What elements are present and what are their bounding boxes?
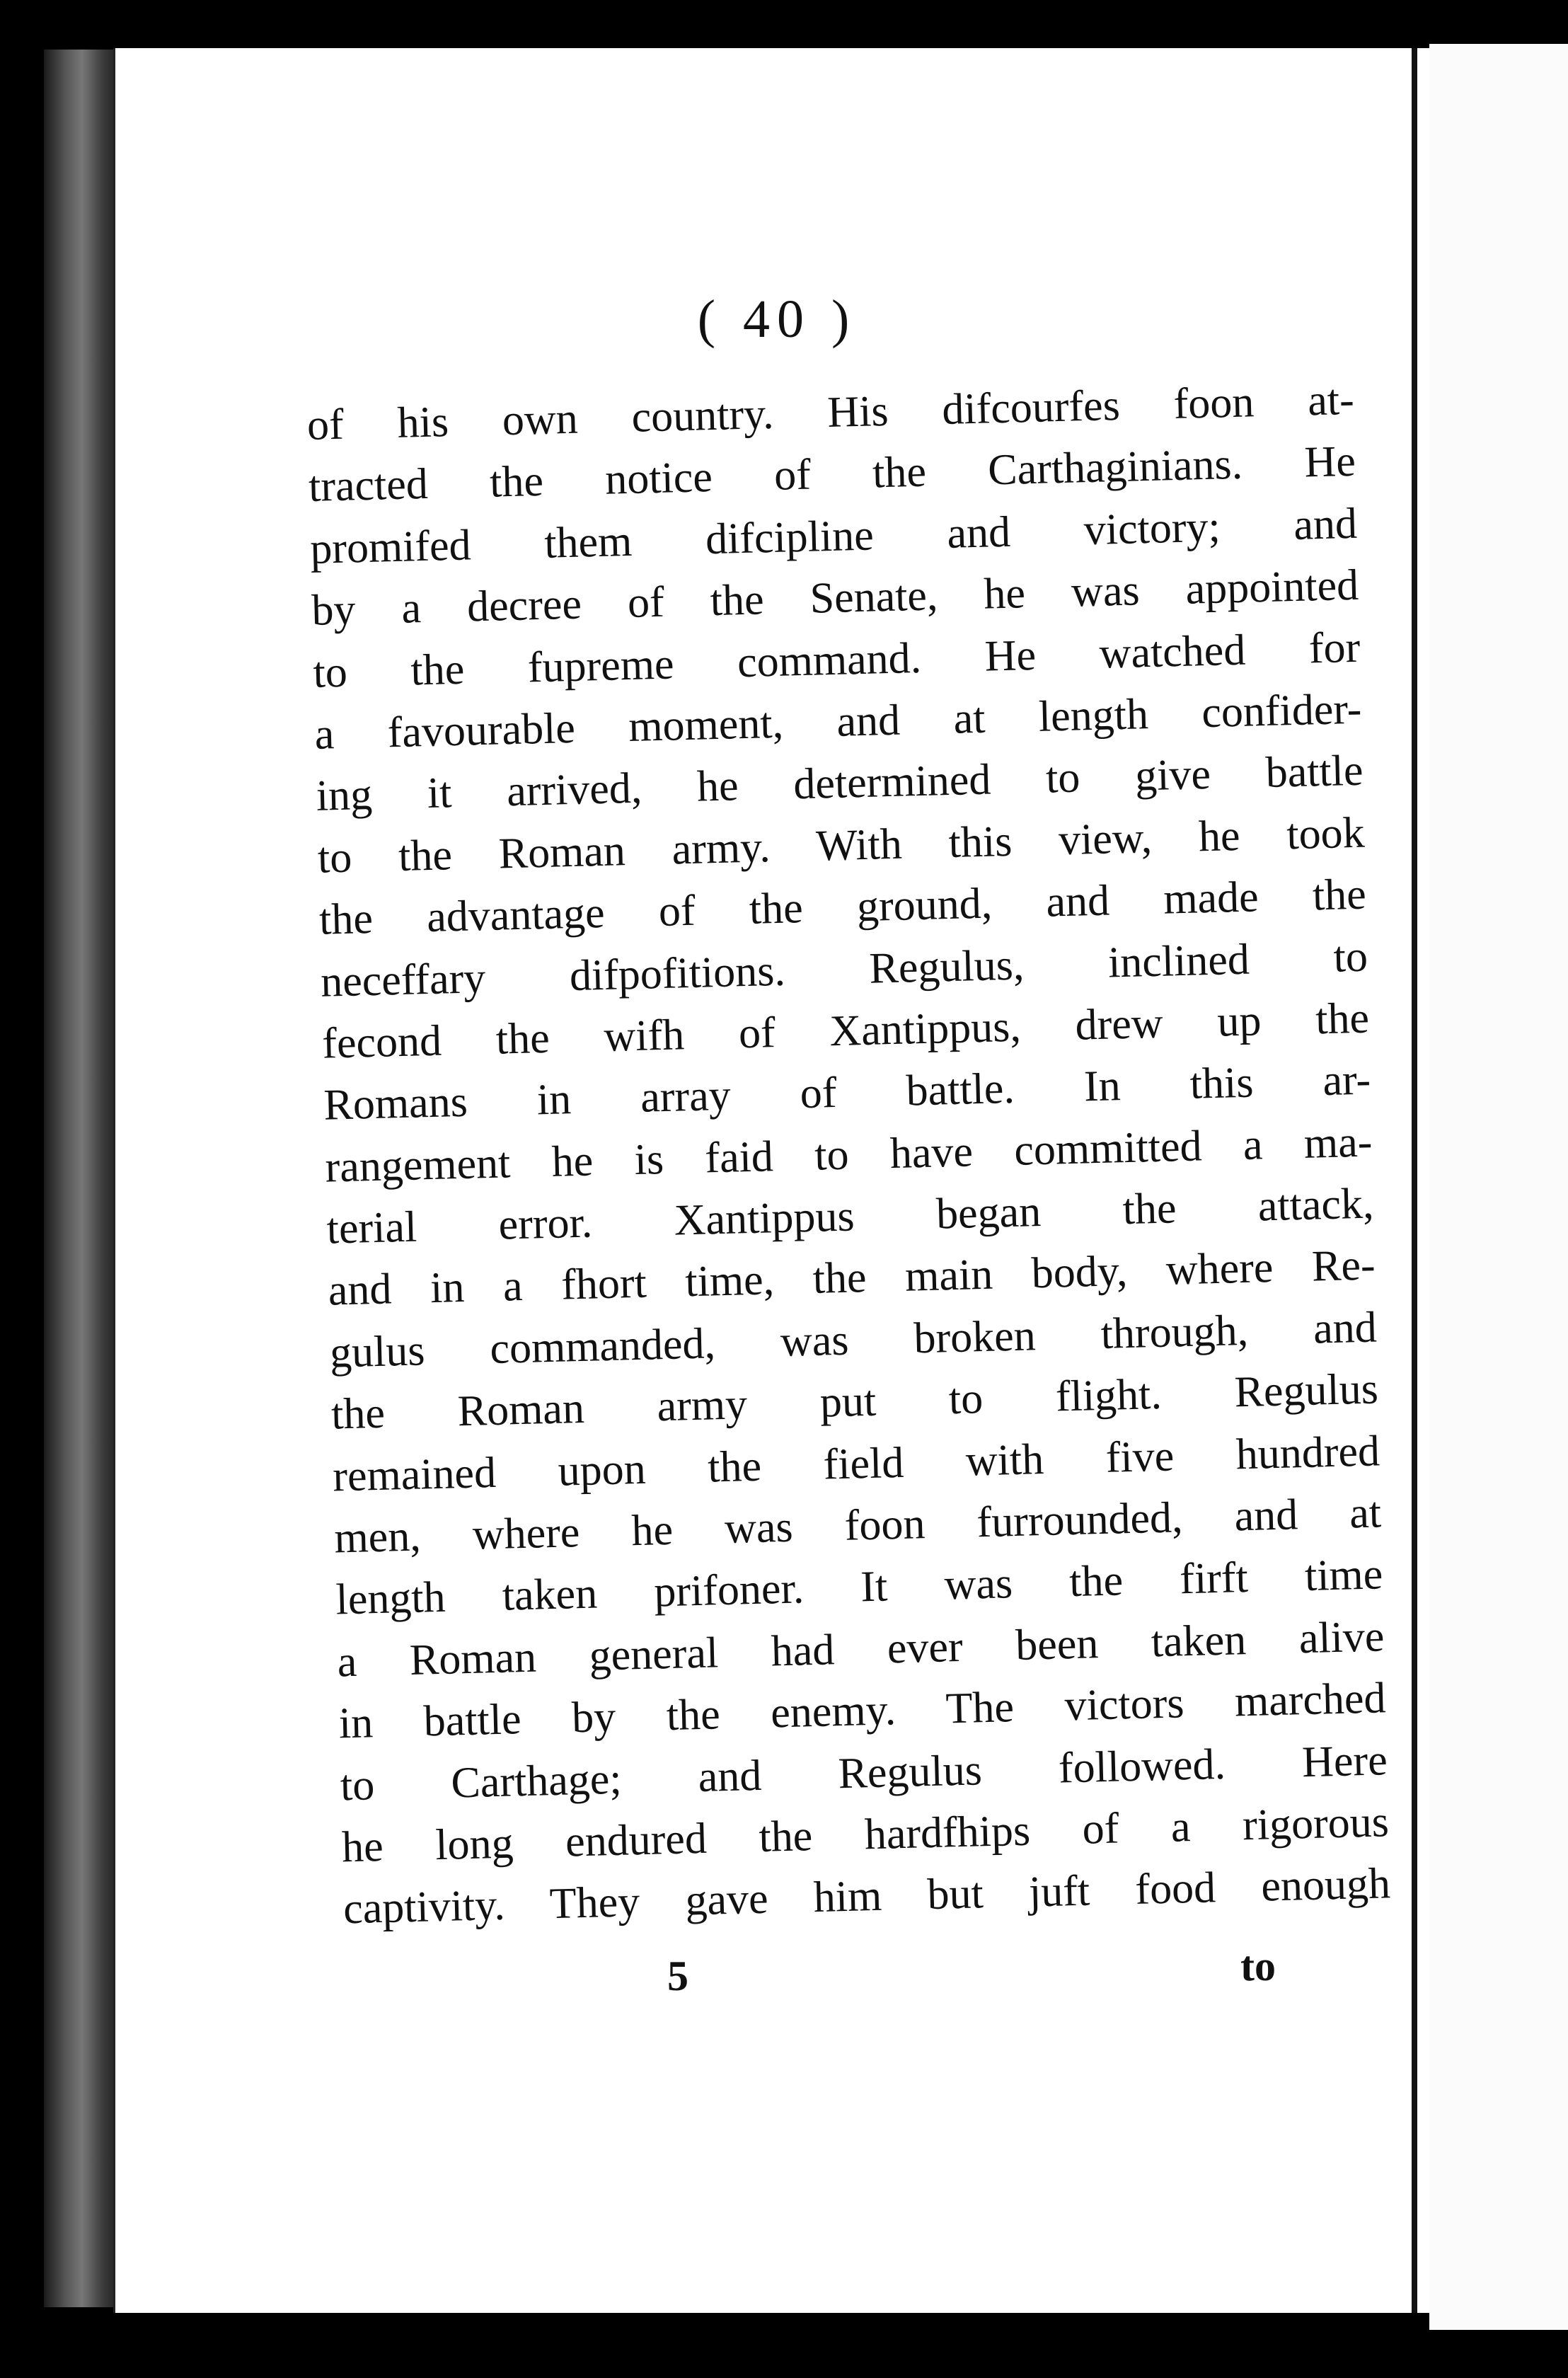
text-line: the Roman army put to flight. Regulus — [330, 1365, 1379, 1439]
page-number-header: ( 40 ) — [697, 289, 857, 349]
text-line: a Roman general had ever been taken alive — [336, 1612, 1385, 1687]
text-line: promifed them difcipline and victory; and — [309, 499, 1358, 573]
text-line: ing it arrived, he determined to give battle — [316, 747, 1364, 821]
text-line: fecond the wifh of Xantippus, drew up the — [321, 994, 1370, 1068]
adjacent-leaf — [1429, 44, 1568, 2330]
catchword: to — [1240, 1943, 1276, 1989]
book-page — [113, 48, 1439, 2313]
text-line: Romans in array of battle. In this ar- — [323, 1055, 1371, 1130]
text-line: by a decree of the Senate, he was appointed — [311, 561, 1359, 636]
text-line: remained upon the field with five hundred — [332, 1427, 1380, 1501]
text-line: neceffary difpofitions. Regulus, inclined to — [320, 932, 1368, 1006]
text-line: of his own country. His difcourfes foon at- — [306, 375, 1355, 449]
text-line: he long endured the hardfhips of a rigorous — [341, 1798, 1390, 1872]
text-line: men, where he was foon furrounded, and at — [333, 1488, 1382, 1563]
signature-mark: 5 — [667, 1953, 688, 1999]
text-line: length taken prifoner. It was the firft time — [335, 1550, 1384, 1624]
text-line: to Carthage; and Regulus followed. Here — [340, 1735, 1388, 1810]
text-line: to the fupreme command. He watched for — [312, 623, 1361, 697]
text-line: to the Roman army. With this view, he took — [317, 808, 1366, 883]
body-text — [306, 369, 1391, 1941]
text-line: a favourable moment, and at length confider- — [313, 684, 1363, 759]
page-edge — [1412, 48, 1417, 2313]
text-line: captivity. They gave him but juft food enough — [342, 1859, 1391, 1934]
text-line: terial error. Xantippus began the attack, — [325, 1179, 1375, 1253]
text-line: tracted the notice of the Carthaginians. He — [308, 437, 1356, 512]
text-line: the advantage of the ground, and made the — [318, 870, 1367, 944]
text-line: rangement he is faid to have committed a ma- — [324, 1118, 1373, 1192]
text-line: gulus commanded, was broken through, and — [329, 1303, 1378, 1377]
text-line: in battle by the enemy. The victors marched — [338, 1674, 1387, 1748]
text-line: and in a fhort time, the main body, where Re- — [328, 1241, 1376, 1316]
